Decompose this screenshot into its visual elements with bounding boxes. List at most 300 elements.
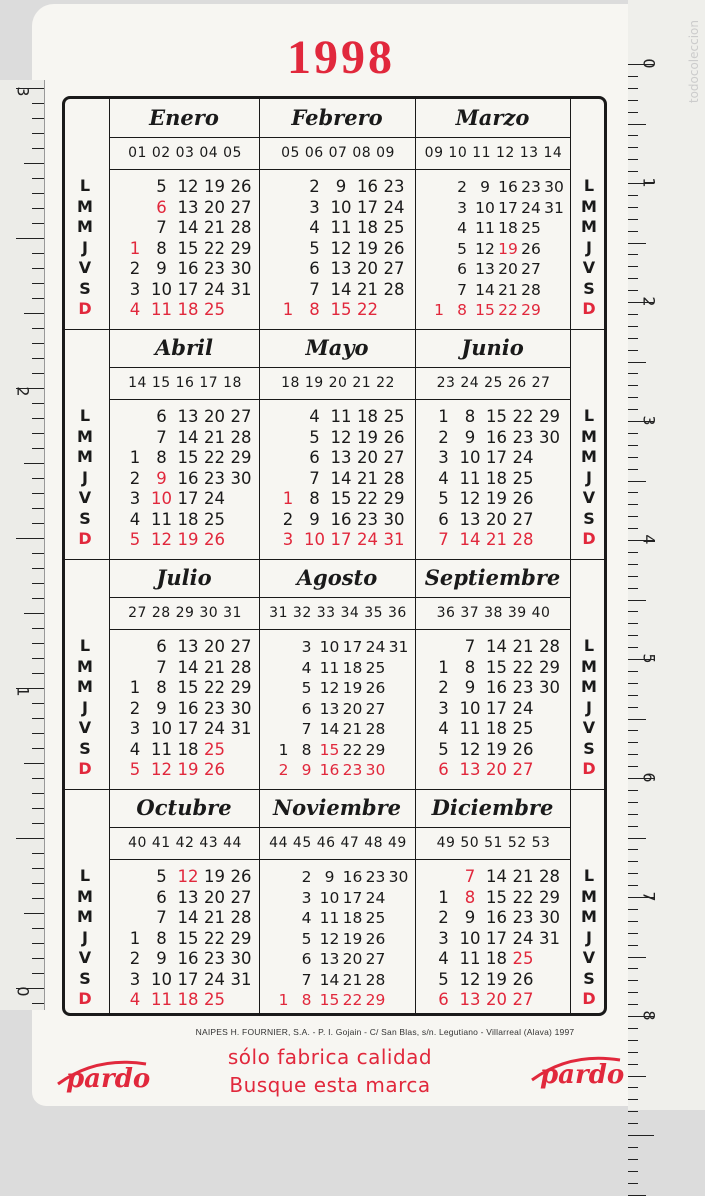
day-number: 22 [342, 740, 363, 759]
day-number: 2 [278, 761, 289, 779]
ruler-tick [628, 1064, 638, 1065]
day-number: 11 [151, 739, 172, 759]
day-number: 27 [512, 760, 534, 779]
weekday-letter: D [78, 759, 92, 778]
day-number: 3 [457, 198, 467, 217]
day-number: 12 [475, 239, 495, 258]
week-numbers: 14 15 16 17 18 [128, 375, 242, 391]
day-number: 16 [486, 908, 507, 927]
ruler-tick [32, 598, 44, 599]
day-number: 4 [129, 739, 141, 759]
day-number: 3 [129, 489, 141, 508]
day-number: 24 [204, 279, 225, 299]
day-number: 1 [282, 300, 294, 319]
day-number: 12 [319, 929, 340, 948]
day-number: 18 [357, 407, 378, 426]
day-number: 12 [177, 177, 199, 196]
ruler-label: 1 [639, 177, 659, 188]
day-number: 14 [177, 908, 199, 927]
ruler-tick [32, 898, 44, 899]
day-number: 8 [464, 887, 476, 907]
day-number: 27 [512, 509, 534, 529]
day-number: 3 [301, 638, 312, 656]
month-name: Marzo [455, 105, 530, 130]
day-number: 12 [177, 867, 199, 886]
day-number: 1 [282, 489, 294, 508]
ruler-tick [16, 238, 44, 239]
ruler-tick [628, 243, 646, 244]
day-number: 9 [480, 178, 490, 196]
day-number: 31 [230, 719, 252, 738]
month-name: Mayo [305, 335, 369, 360]
day-number: 2 [438, 678, 449, 697]
ruler-label: 2 [639, 296, 659, 307]
ruler-tick [628, 1195, 646, 1196]
day-number: 15 [486, 407, 507, 426]
weekday-letter: J [82, 927, 88, 947]
day-number: 16 [177, 949, 199, 968]
day-number: 11 [319, 909, 340, 927]
weekday-letter: M [77, 677, 93, 696]
weekday-letter: L [79, 406, 91, 425]
day-number: 15 [475, 301, 495, 319]
ruler-tick [628, 635, 638, 636]
day-number: 24 [357, 530, 378, 549]
ruler-tick [628, 338, 638, 339]
day-number: 13 [459, 990, 481, 1009]
day-number: 30 [230, 259, 252, 278]
day-number: 4 [457, 219, 467, 237]
day-number: 31 [388, 638, 409, 656]
weekday-letter: S [79, 968, 91, 988]
week-numbers: 09 10 11 12 13 14 [424, 145, 563, 161]
day-number: 22 [342, 991, 363, 1009]
day-number: 21 [498, 280, 518, 299]
ruler-tick [628, 671, 638, 672]
weekday-letters [73, 637, 97, 781]
day-number: 17 [357, 197, 378, 217]
weekday-letter: J [586, 237, 592, 257]
ruler-tick [628, 1040, 638, 1041]
day-number: 15 [177, 678, 199, 697]
day-number: 7 [301, 970, 312, 989]
day-number: 25 [521, 219, 541, 237]
day-number: 24 [204, 719, 225, 738]
day-number: 9 [156, 468, 167, 488]
day-number: 10 [151, 489, 172, 508]
day-number: 12 [151, 530, 172, 549]
day-number: 13 [459, 509, 481, 529]
day-number: 28 [230, 218, 252, 237]
day-number: 10 [304, 530, 325, 549]
ruler-tick [628, 266, 638, 267]
day-number: 29 [521, 301, 541, 319]
weekday-letter: D [78, 989, 92, 1008]
weekday-letter: S [583, 278, 595, 298]
ruler-tick [628, 1052, 638, 1053]
ruler-tick [32, 448, 44, 449]
day-number: 12 [151, 760, 172, 779]
ruler-tick [32, 373, 44, 374]
day-number: 24 [512, 928, 534, 948]
ruler-tick [628, 504, 638, 505]
day-number: 8 [464, 407, 476, 426]
day-number: 23 [521, 178, 541, 196]
day-number: 17 [177, 489, 199, 508]
weekday-letter: V [78, 718, 92, 737]
ruler-tick [32, 583, 44, 584]
ruler-tick [628, 802, 638, 803]
day-number: 25 [512, 468, 534, 488]
ruler-tick [628, 1004, 638, 1005]
day-number: 18 [486, 468, 507, 488]
weekday-letter: V [582, 948, 596, 967]
day-number: 2 [438, 427, 449, 447]
day-number: 1 [129, 928, 141, 948]
ruler-tick [32, 118, 44, 119]
month-name: Junio [461, 335, 524, 360]
day-number: 19 [486, 489, 507, 508]
day-number: 6 [438, 509, 449, 529]
ruler-tick [32, 268, 44, 269]
day-number: 11 [319, 658, 340, 677]
day-number: 29 [230, 238, 252, 258]
day-number: 14 [177, 427, 199, 447]
ruler-tick [628, 326, 638, 327]
day-number: 22 [512, 887, 534, 907]
day-number: 21 [204, 218, 225, 237]
day-number: 15 [177, 238, 199, 258]
weekday-letter: V [78, 948, 92, 967]
day-number: 5 [301, 679, 312, 697]
day-number: 18 [357, 218, 378, 237]
weekday-letter: M [581, 196, 597, 216]
day-number: 3 [309, 197, 320, 217]
weekday-letter: V [78, 488, 92, 507]
day-number: 19 [342, 679, 363, 697]
day-number: 29 [539, 657, 560, 677]
day-number: 8 [464, 657, 476, 677]
day-number: 6 [301, 699, 312, 718]
day-number: 26 [383, 427, 405, 447]
day-number: 15 [486, 887, 507, 907]
day-number: 26 [365, 679, 386, 697]
day-number: 2 [309, 177, 320, 196]
ruler-label: 6 [639, 772, 659, 783]
grid-vline [259, 99, 260, 1013]
month-name: Abril [155, 335, 213, 360]
weekday-letter: M [77, 426, 93, 446]
weekday-letter: V [582, 488, 596, 507]
ruler-tick [32, 478, 44, 479]
ruler-tick [16, 838, 44, 839]
ruler-tick [628, 207, 638, 208]
day-number: 8 [156, 678, 167, 697]
day-number: 10 [330, 197, 352, 217]
weekday-letter: M [77, 447, 93, 466]
ruler-tick [628, 1028, 638, 1029]
day-number: 26 [512, 489, 534, 508]
day-number: 12 [459, 969, 481, 989]
day-number: 3 [129, 719, 141, 738]
day-number: 3 [282, 530, 294, 549]
ruler-tick [628, 600, 646, 601]
ruler-tick [628, 492, 638, 493]
watermark-text: todocoleccion [687, 20, 701, 104]
day-number: 1 [434, 301, 444, 319]
day-number: 7 [156, 427, 167, 447]
ruler-tick [628, 445, 638, 446]
ruler-tick [32, 508, 44, 509]
day-number: 13 [319, 950, 340, 968]
day-number: 15 [330, 300, 352, 319]
day-number: 29 [230, 678, 252, 697]
day-number: 15 [177, 448, 199, 467]
ruler-tick [32, 253, 44, 254]
day-number: 23 [512, 678, 534, 697]
day-number: 15 [177, 928, 199, 948]
weekday-letter: J [82, 697, 88, 717]
ruler-tick [628, 861, 638, 862]
ruler-label: 2 [13, 386, 33, 397]
weekday-letter: D [582, 989, 596, 1008]
grid-hline [109, 597, 570, 598]
day-number: 28 [521, 280, 541, 299]
day-number: 31 [383, 530, 405, 549]
day-number: 2 [438, 908, 449, 927]
ruler-tick [628, 397, 638, 398]
weekday-letters [577, 867, 601, 1011]
ruler-tick [32, 283, 44, 284]
day-number: 13 [319, 699, 340, 718]
day-number: 5 [309, 427, 320, 447]
day-number: 31 [539, 928, 560, 948]
day-number: 23 [204, 698, 225, 718]
day-number: 10 [459, 448, 481, 467]
weekday-letter: M [77, 886, 93, 906]
ruler-tick [628, 373, 638, 374]
ruler-tick [24, 163, 44, 164]
weekday-letter: M [77, 907, 93, 926]
day-number: 19 [498, 239, 518, 258]
ruler-tick [32, 643, 44, 644]
day-number: 6 [457, 260, 467, 278]
day-number: 8 [156, 928, 167, 948]
ruler-tick [628, 409, 638, 410]
ruler-tick [628, 1111, 638, 1112]
day-number: 17 [498, 198, 518, 217]
day-number: 7 [464, 637, 476, 656]
ruler-tick [628, 873, 638, 874]
day-number: 12 [330, 427, 352, 447]
day-number: 27 [230, 887, 252, 907]
day-number: 23 [342, 761, 363, 779]
day-number: 28 [539, 637, 560, 656]
week-numbers: 31 32 33 34 35 36 [269, 605, 407, 621]
ruler-tick [628, 992, 638, 993]
day-number: 12 [330, 238, 352, 258]
day-number: 20 [204, 407, 225, 426]
day-number: 25 [204, 509, 225, 529]
day-number: 26 [521, 239, 541, 258]
weekday-letter: M [77, 196, 93, 216]
day-number: 23 [357, 509, 378, 529]
day-number: 20 [204, 637, 225, 656]
weekday-letter: M [581, 656, 597, 676]
day-number: 27 [365, 699, 386, 718]
ruler-tick [628, 968, 638, 969]
week-numbers: 18 19 20 21 22 [281, 375, 395, 391]
ruler-tick [628, 362, 646, 363]
day-number: 21 [357, 279, 378, 299]
ruler-tick [628, 695, 638, 696]
ruler-label: 8 [639, 1010, 659, 1021]
day-number: 14 [177, 218, 199, 237]
ruler-tick [32, 658, 44, 659]
day-number: 5 [438, 489, 449, 508]
day-number: 10 [475, 198, 495, 217]
day-number: 21 [204, 427, 225, 447]
ruler-tick [628, 611, 638, 612]
weekday-letter: V [78, 258, 92, 277]
day-number: 22 [512, 407, 534, 426]
ruler-tick [628, 766, 638, 767]
weekday-letter: D [78, 529, 92, 548]
weekday-letter: S [583, 968, 595, 988]
weekday-letter: S [79, 278, 91, 298]
day-number: 13 [177, 197, 199, 217]
grid-hline [65, 329, 604, 330]
day-number: 30 [539, 427, 560, 447]
ruler-tick [628, 219, 638, 220]
ruler-tick [628, 980, 638, 981]
ruler-label: 3 [13, 86, 33, 97]
day-number: 29 [539, 407, 560, 426]
day-number: 29 [365, 991, 386, 1009]
day-number: 23 [512, 427, 534, 447]
day-number: 23 [204, 949, 225, 968]
day-number: 8 [309, 489, 320, 508]
day-number: 24 [365, 888, 386, 907]
logo-text: pardo [66, 1064, 151, 1094]
ruler-tick [628, 516, 638, 517]
day-number: 7 [464, 867, 476, 886]
day-number: 4 [301, 658, 312, 677]
ruler-tick [32, 1003, 44, 1004]
day-number: 31 [230, 969, 252, 989]
day-number: 2 [457, 178, 467, 196]
day-number: 16 [319, 761, 340, 779]
ruler-tick [32, 808, 44, 809]
ruler-tick [32, 703, 44, 704]
day-number: 23 [512, 908, 534, 927]
day-number: 18 [342, 909, 363, 927]
day-number: 18 [177, 300, 199, 319]
day-number: 9 [324, 868, 335, 886]
ruler-tick [628, 112, 638, 113]
day-number: 22 [357, 489, 378, 508]
right-ruler [628, 0, 705, 1110]
day-number: 18 [486, 719, 507, 738]
calendar-grid [62, 96, 607, 1016]
day-number: 5 [438, 739, 449, 759]
ruler-tick [32, 718, 44, 719]
day-number: 13 [177, 887, 199, 907]
weekday-letter: V [582, 718, 596, 737]
ruler-tick [628, 314, 638, 315]
ruler-tick [32, 568, 44, 569]
day-number: 25 [204, 990, 225, 1009]
ruler-label: 0 [639, 58, 659, 69]
day-number: 5 [156, 867, 167, 886]
slogan-line-2: Busque esta marca [229, 1073, 431, 1097]
day-number: 19 [486, 969, 507, 989]
day-number: 10 [151, 279, 172, 299]
day-number: 20 [498, 260, 518, 278]
day-number: 18 [177, 739, 199, 759]
day-number: 10 [151, 719, 172, 738]
day-number: 21 [342, 970, 363, 989]
week-numbers: 23 24 25 26 27 [436, 375, 551, 391]
ruler-tick [628, 826, 638, 827]
weekday-letter: J [586, 467, 592, 487]
day-number: 5 [129, 760, 141, 779]
day-number: 6 [156, 197, 167, 217]
day-number: 16 [486, 678, 507, 697]
day-number: 22 [204, 238, 225, 258]
grid-hline [65, 789, 604, 790]
weekday-letter: M [581, 426, 597, 446]
ruler-tick [32, 973, 44, 974]
grid-hline [65, 559, 604, 560]
day-number: 30 [539, 908, 560, 927]
day-number: 6 [301, 950, 312, 968]
day-number: 21 [486, 530, 507, 549]
ruler-tick [628, 909, 638, 910]
day-number: 10 [459, 928, 481, 948]
day-number: 13 [177, 407, 199, 426]
ruler-tick [32, 673, 44, 674]
day-number: 7 [457, 280, 467, 299]
day-number: 29 [365, 740, 386, 759]
ruler-tick [628, 814, 638, 815]
ruler-tick [628, 159, 638, 160]
ruler-tick [628, 433, 638, 434]
ruler-tick [32, 328, 44, 329]
weekday-letter: S [79, 738, 91, 758]
day-number: 11 [151, 300, 172, 319]
month-name: Noviembre [272, 795, 402, 820]
ruler-tick [24, 313, 44, 314]
day-number: 1 [129, 678, 141, 697]
day-number: 28 [230, 908, 252, 927]
day-number: 24 [512, 448, 534, 467]
day-number: 17 [177, 279, 199, 299]
day-number: 27 [365, 950, 386, 968]
day-number: 27 [230, 407, 252, 426]
day-number: 16 [486, 427, 507, 447]
day-number: 22 [512, 657, 534, 677]
grid-hline [109, 137, 570, 138]
day-number: 8 [156, 448, 167, 467]
ruler-tick [32, 298, 44, 299]
day-number: 15 [319, 991, 340, 1009]
day-number: 2 [129, 698, 141, 718]
weekday-letter: V [582, 258, 596, 277]
weekday-letter: L [79, 176, 91, 195]
ruler-tick [628, 457, 638, 458]
ruler-tick [628, 921, 638, 922]
